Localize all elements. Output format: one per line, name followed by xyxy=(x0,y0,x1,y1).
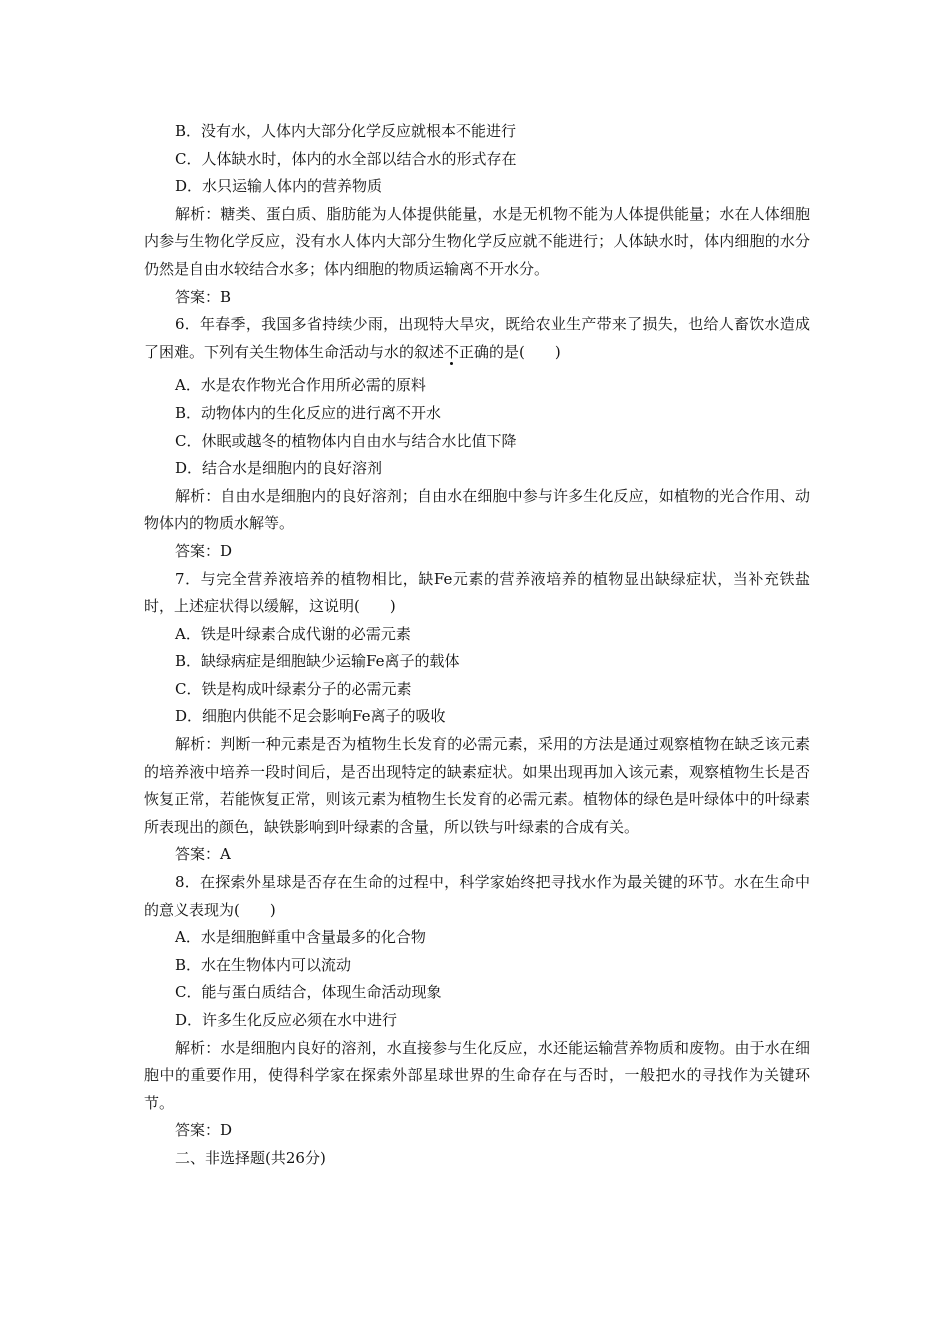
q7-answer: 答案：A xyxy=(175,845,231,864)
q8-option-d: D．许多生化反应必须在水中进行 xyxy=(175,1011,398,1029)
q6-option-b: B．动物体内的生化反应的进行离不开水 xyxy=(175,403,442,422)
section-heading: 二、非选择题(共26分) xyxy=(175,1148,326,1167)
q8-analysis: 解析：水是细胞内良好的溶剂，水直接参与生化反应，水还能运输营养物质和废物。由于水在细胞中的重要作用，使得科学家在探索外部星球世界的生命存在与否时，一般把水的寻找作为关键环节。 xyxy=(144,1038,810,1112)
q8-option-b: B．水在生物体内可以流动 xyxy=(175,955,352,974)
q5-answer: 答案：B xyxy=(175,287,232,306)
q8-option-c: C．能与蛋白质结合，体现生命活动现象 xyxy=(175,983,442,1002)
q7-option-b: B．缺绿病症是细胞缺少运输Fe离子的载体 xyxy=(175,652,460,671)
q5-option-d: D．水只运输人体内的营养物质 xyxy=(175,177,383,196)
q5-option-b: B．没有水，人体内大部分化学反应就根本不能进行 xyxy=(175,122,517,140)
q7-analysis: 解析：判断一种元素是否为植物生长发育的必需元素，采用的方法是通过观察植物在缺乏该元素的培养液中培养一段时间后，是否出现特定的缺素症状。如果出现再加入该元素，观察植物生长是否恢复正常，若能恢复正常，则该元素为植物生长发育的必需元素。植物体的绿色是叶绿体中的叶绿素所表现出的颜色，缺铁影响到叶绿素的含量，所以铁与叶绿素的合成有关。 xyxy=(144,735,810,836)
q6-stem-part2: 正确的是( ) xyxy=(459,342,561,361)
q6-option-d: D．结合水是细胞内的良好溶剂 xyxy=(175,459,383,478)
q6-analysis: 解析：自由水是细胞内的良好溶剂；自由水在细胞中参与许多生化反应，如植物的光合作用、动物体内的物质水解等。 xyxy=(144,486,810,533)
q8-option-a: A．水是细胞鲜重中含量最多的化合物 xyxy=(175,928,426,947)
q5-option-c: C．人体缺水时，体内的水全部以结合水的形式存在 xyxy=(175,149,517,168)
q7-option-d: D．细胞内供能不足会影响Fe离子的吸收 xyxy=(175,707,446,726)
q7-option-c: C．铁是构成叶绿素分子的必需元素 xyxy=(175,679,412,698)
q6-option-c: C．休眠或越冬的植物体内自由水与结合水比值下降 xyxy=(175,431,517,450)
q5-analysis: 解析：糖类、蛋白质、脂肪能为人体提供能量，水是无机物不能为人体提供能量；水在人体细胞内参与生物化学反应，没有水人体内大部分生物化学反应就不能进行；人体缺水时，体内细胞的水分仍然是自由水较结合水多；体内细胞的物质运输离不开水分。 xyxy=(144,204,810,278)
q6-stem xyxy=(144,311,810,366)
q6-stem-part1: 6．年春季，我国多省持续少雨，出现特大旱灾，既给农业生产带来了损失，也给人畜饮水造成了困难。下列有关生物体生命活动与水的叙述 xyxy=(144,315,810,361)
q7-option-a: A．铁是叶绿素合成代谢的必需元素 xyxy=(175,624,411,643)
q7-stem: 7．与完全营养液培养的植物相比，缺Fe元素的营养液培养的植物显出缺绿症状，当补充铁盐时，上述症状得以缓解，这说明( ) xyxy=(144,569,810,616)
document-body xyxy=(144,118,810,1173)
q8-answer: 答案：D xyxy=(175,1121,233,1140)
q6-stem-emphasis: 不 xyxy=(444,342,460,361)
q6-option-a: A．水是农作物光合作用所必需的原料 xyxy=(175,376,426,395)
q6-answer: 答案：D xyxy=(175,541,233,560)
q8-stem: 8．在探索外星球是否存在生命的过程中，科学家始终把寻找水作为最关键的环节。水在生命中的意义表现为( ) xyxy=(144,873,810,919)
